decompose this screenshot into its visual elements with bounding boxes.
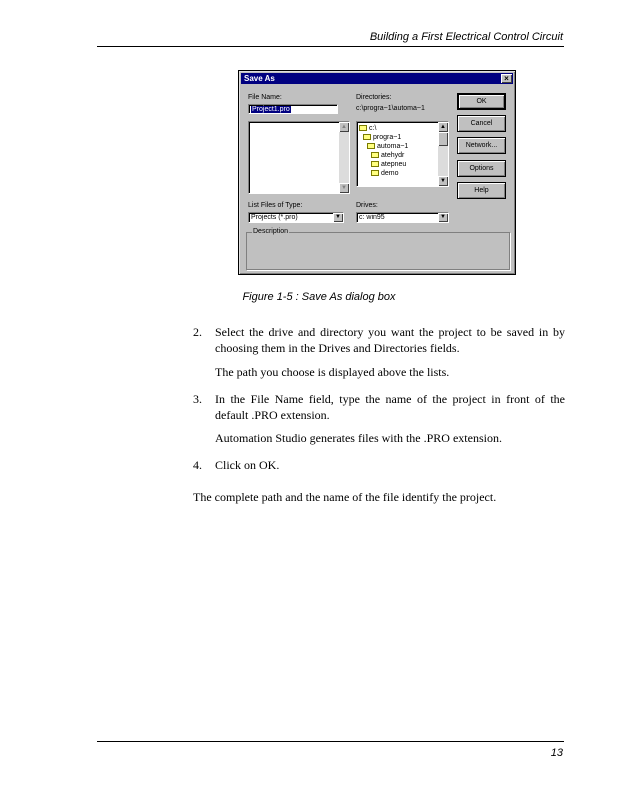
step-number: 2. [193, 325, 202, 339]
ok-button[interactable]: OK [457, 93, 506, 110]
folder-open-icon [367, 143, 375, 149]
dialog-titlebar [241, 73, 513, 84]
figure-caption: Figure 1-5 : Save As dialog box [242, 291, 396, 303]
close-button[interactable] [501, 74, 512, 83]
directory-scrollbar[interactable] [438, 122, 448, 186]
directory-item[interactable]: c:\ [359, 124, 376, 133]
drives-label: Drives: [356, 202, 378, 209]
file-name-input[interactable] [248, 104, 338, 114]
drives-value: c: win95 [359, 214, 385, 221]
header-rule [97, 46, 564, 47]
directories-path: c:\progra~1\automa~1 [356, 105, 425, 112]
save-as-dialog [238, 70, 516, 275]
scroll-up-icon[interactable]: ▲ [438, 122, 448, 132]
scroll-down-icon[interactable]: ▼ [339, 183, 349, 193]
file-name-label: File Name: [248, 94, 282, 101]
file-list-scrollbar[interactable] [339, 122, 349, 193]
directory-item[interactable]: demo [371, 169, 399, 178]
step-text: In the File Name field, type the name of the project in front of the default .PRO extension. [215, 392, 565, 422]
file-name-value: Project1.pro [252, 106, 290, 113]
directories-label: Directories: [356, 94, 392, 101]
directory-list[interactable] [356, 121, 449, 187]
step-number: 4. [193, 458, 202, 472]
page-header-title: Building a First Electrical Control Circuit [369, 31, 563, 43]
scroll-thumb[interactable] [438, 132, 448, 146]
description-groupbox [246, 228, 510, 270]
file-type-select[interactable] [248, 212, 344, 223]
folder-open-icon [363, 134, 371, 140]
chevron-down-icon[interactable]: ▼ [438, 213, 448, 222]
step-text: Click on OK. [215, 458, 280, 472]
footer-rule [97, 741, 564, 742]
list-files-of-type-label: List Files of Type: [248, 202, 303, 209]
folder-icon [371, 170, 379, 176]
step-number: 3. [193, 392, 202, 406]
step-note: Automation Studio generates files with the .PRO extension. [215, 431, 502, 445]
description-label: Description [253, 228, 289, 235]
close-icon: × [504, 74, 509, 83]
file-list[interactable] [248, 121, 350, 194]
help-button[interactable]: Help [457, 182, 506, 199]
file-type-value: Projects (*.pro) [251, 214, 298, 221]
dialog-title: Save As [244, 74, 275, 83]
page-number: 13 [550, 747, 563, 759]
step-note: The path you choose is displayed above the lists. [215, 365, 450, 379]
cancel-button[interactable]: Cancel [457, 115, 506, 132]
options-button[interactable]: Options [457, 160, 506, 177]
closing-paragraph: The complete path and the name of the file identify the project. [193, 490, 497, 504]
directory-item[interactable]: atehydr [371, 151, 404, 160]
chevron-down-icon[interactable]: ▼ [333, 213, 343, 222]
scroll-down-icon[interactable]: ▼ [438, 176, 448, 186]
folder-open-icon [359, 125, 367, 131]
directory-item[interactable]: atepneu [371, 160, 406, 169]
scroll-up-icon[interactable]: ▲ [339, 122, 349, 132]
drives-select[interactable] [356, 212, 449, 223]
folder-icon [371, 161, 379, 167]
step-text: Select the drive and directory you want the project to be saved in by choosing them in the Drives and Directories fields. [215, 325, 565, 355]
network-button[interactable]: Network... [457, 137, 506, 154]
directory-item[interactable]: progra~1 [363, 133, 401, 142]
folder-icon [371, 152, 379, 158]
directory-item[interactable]: automa~1 [367, 142, 408, 151]
